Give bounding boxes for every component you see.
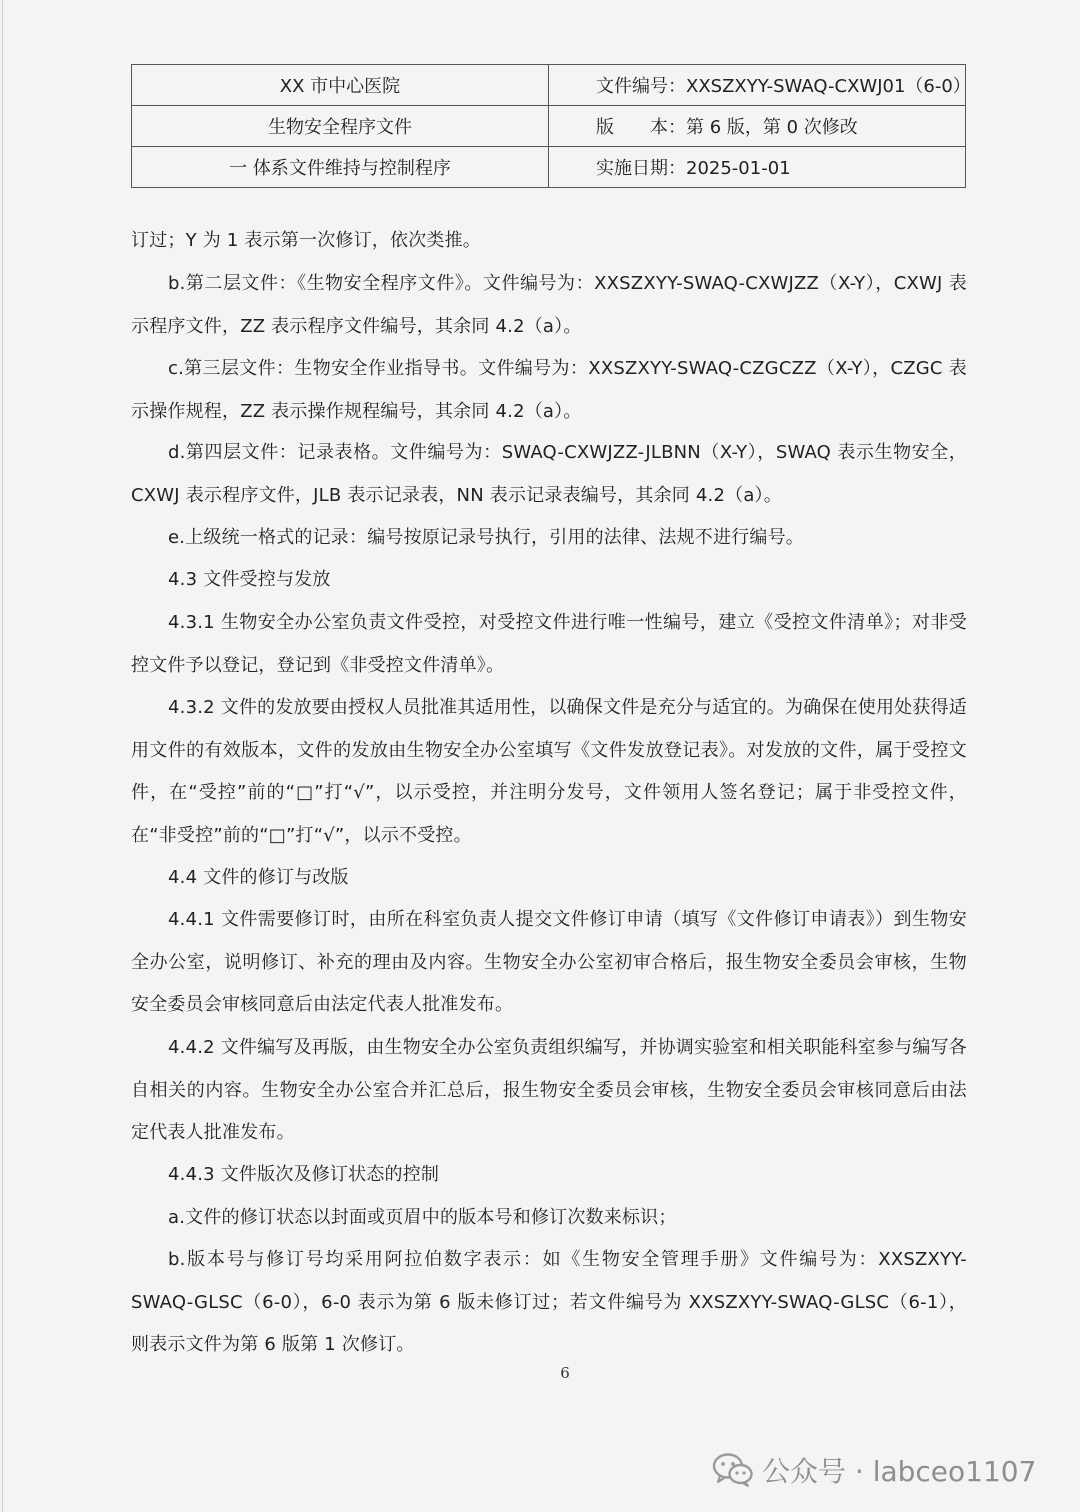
watermark [712,1448,1036,1492]
document-title: 一 体系文件维持与控制程序 [132,147,549,188]
section-heading-4-4-3: 4.4.3 文件版次及修订状态的控制 [168,1164,440,1185]
hospital-name: XX 市中心医院 [132,65,549,106]
paragraph-4-4-2: 4.4.2 文件编写及再版，由生物安全办公室负责组织编写，并协调实验室和相关职能科室参与编写各自相关的内容。生物安全办公室合并汇总后，报生物安全委员会审核，生物安全委员会审核同意后由法定代表人批准发布。 [131,1037,967,1143]
paragraph-superior-records: e.上级统一格式的记录：编号按原记录号执行，引用的法律、法规不进行编号。 [168,527,804,548]
header-row [132,147,966,188]
document-category: 生物安全程序文件 [132,106,549,147]
paragraph-4-3-2: 4.3.2 文件的发放要由授权人员批准其适用性，以确保文件是充分与适宜的。为确保在使用处获得适用文件的有效版本，文件的发放由生物安全办公室填写《文件发放登记表》。对发放的文件，属于受控文件，在“受控”前的“□”打“√”，以示受控，并注明分发号，文件领用人签名登记；属于非受控文件，在“非受控”前的“□”打“√”，以示不受控。 [131,697,967,846]
page-number: 6 [560,1364,570,1382]
document-version: 版 本：第 6 版，第 0 次修改 [549,106,966,147]
paragraph-continued: 订过；Y 为 1 表示第一次修订，依次类推。 [131,230,482,251]
paragraph-revision-status: a.文件的修订状态以封面或页眉中的版本号和修订次数来标识； [168,1207,677,1228]
section-heading-4-3: 4.3 文件受控与发放 [168,569,331,590]
paragraph-fourth-level: d.第四层文件：记录表格。文件编号为：SWAQ-CXWJZZ-JLBNN（X-Y），SWAQ 表示生物安全，CXWJ 表示程序文件，JLB 表示记录表，NN 表示记录表编号，其余同 4.2（a）。 [131,442,967,506]
page-edge [2,0,3,1512]
document-number: 文件编号：XXSZXYY-SWAQ-CXWJ01（6-0） [549,65,966,106]
header-row [132,65,966,106]
paragraph-4-3-1: 4.3.1 生物安全办公室负责文件受控，对受控文件进行唯一性编号，建立《受控文件清单》；对非受控文件予以登记，登记到《非受控文件清单》。 [131,612,967,676]
paragraph-third-level: c.第三层文件：生物安全作业指导书。文件编号为：XXSZXYY-SWAQ-CZGCZZ（X-Y），CZGC 表示操作规程，ZZ 表示操作规程编号，其余同 4.2（a）。 [131,358,967,422]
header-row [132,106,966,147]
watermark-text: 公众号 · labceo1107 [762,1455,1037,1488]
effective-date: 实施日期：2025-01-01 [549,147,966,188]
paragraph-version-number: b.版本号与修订号均采用阿拉伯数字表示：如《生物安全管理手册》文件编号为：XXSZXYY-SWAQ-GLSC（6-0），6-0 表示为第 6 版未修订过；若文件编号为 XXSZXYY-SWAQ-GLSC（6-1），则表示文件为第 6 版第 1 次修订。 [131,1249,967,1355]
paragraph-4-4-1: 4.4.1 文件需要修订时，由所在科室负责人提交文件修订申请（填写《文件修订申请表》）到生物安全办公室，说明修订、补充的理由及内容。生物安全办公室初审合格后，报生物安全委员会审核，生物安全委员会审核同意后由法定代表人批准发布。 [131,909,967,1015]
header-table [131,64,971,188]
section-heading-4-4: 4.4 文件的修订与改版 [168,867,349,888]
paragraph-second-level: b.第二层文件：《生物安全程序文件》。文件编号为：XXSZXYY-SWAQ-CXWJZZ（X-Y），CXWJ 表示程序文件，ZZ 表示程序文件编号，其余同 4.2（a）。 [131,273,967,337]
wechat-icon [712,1452,754,1488]
